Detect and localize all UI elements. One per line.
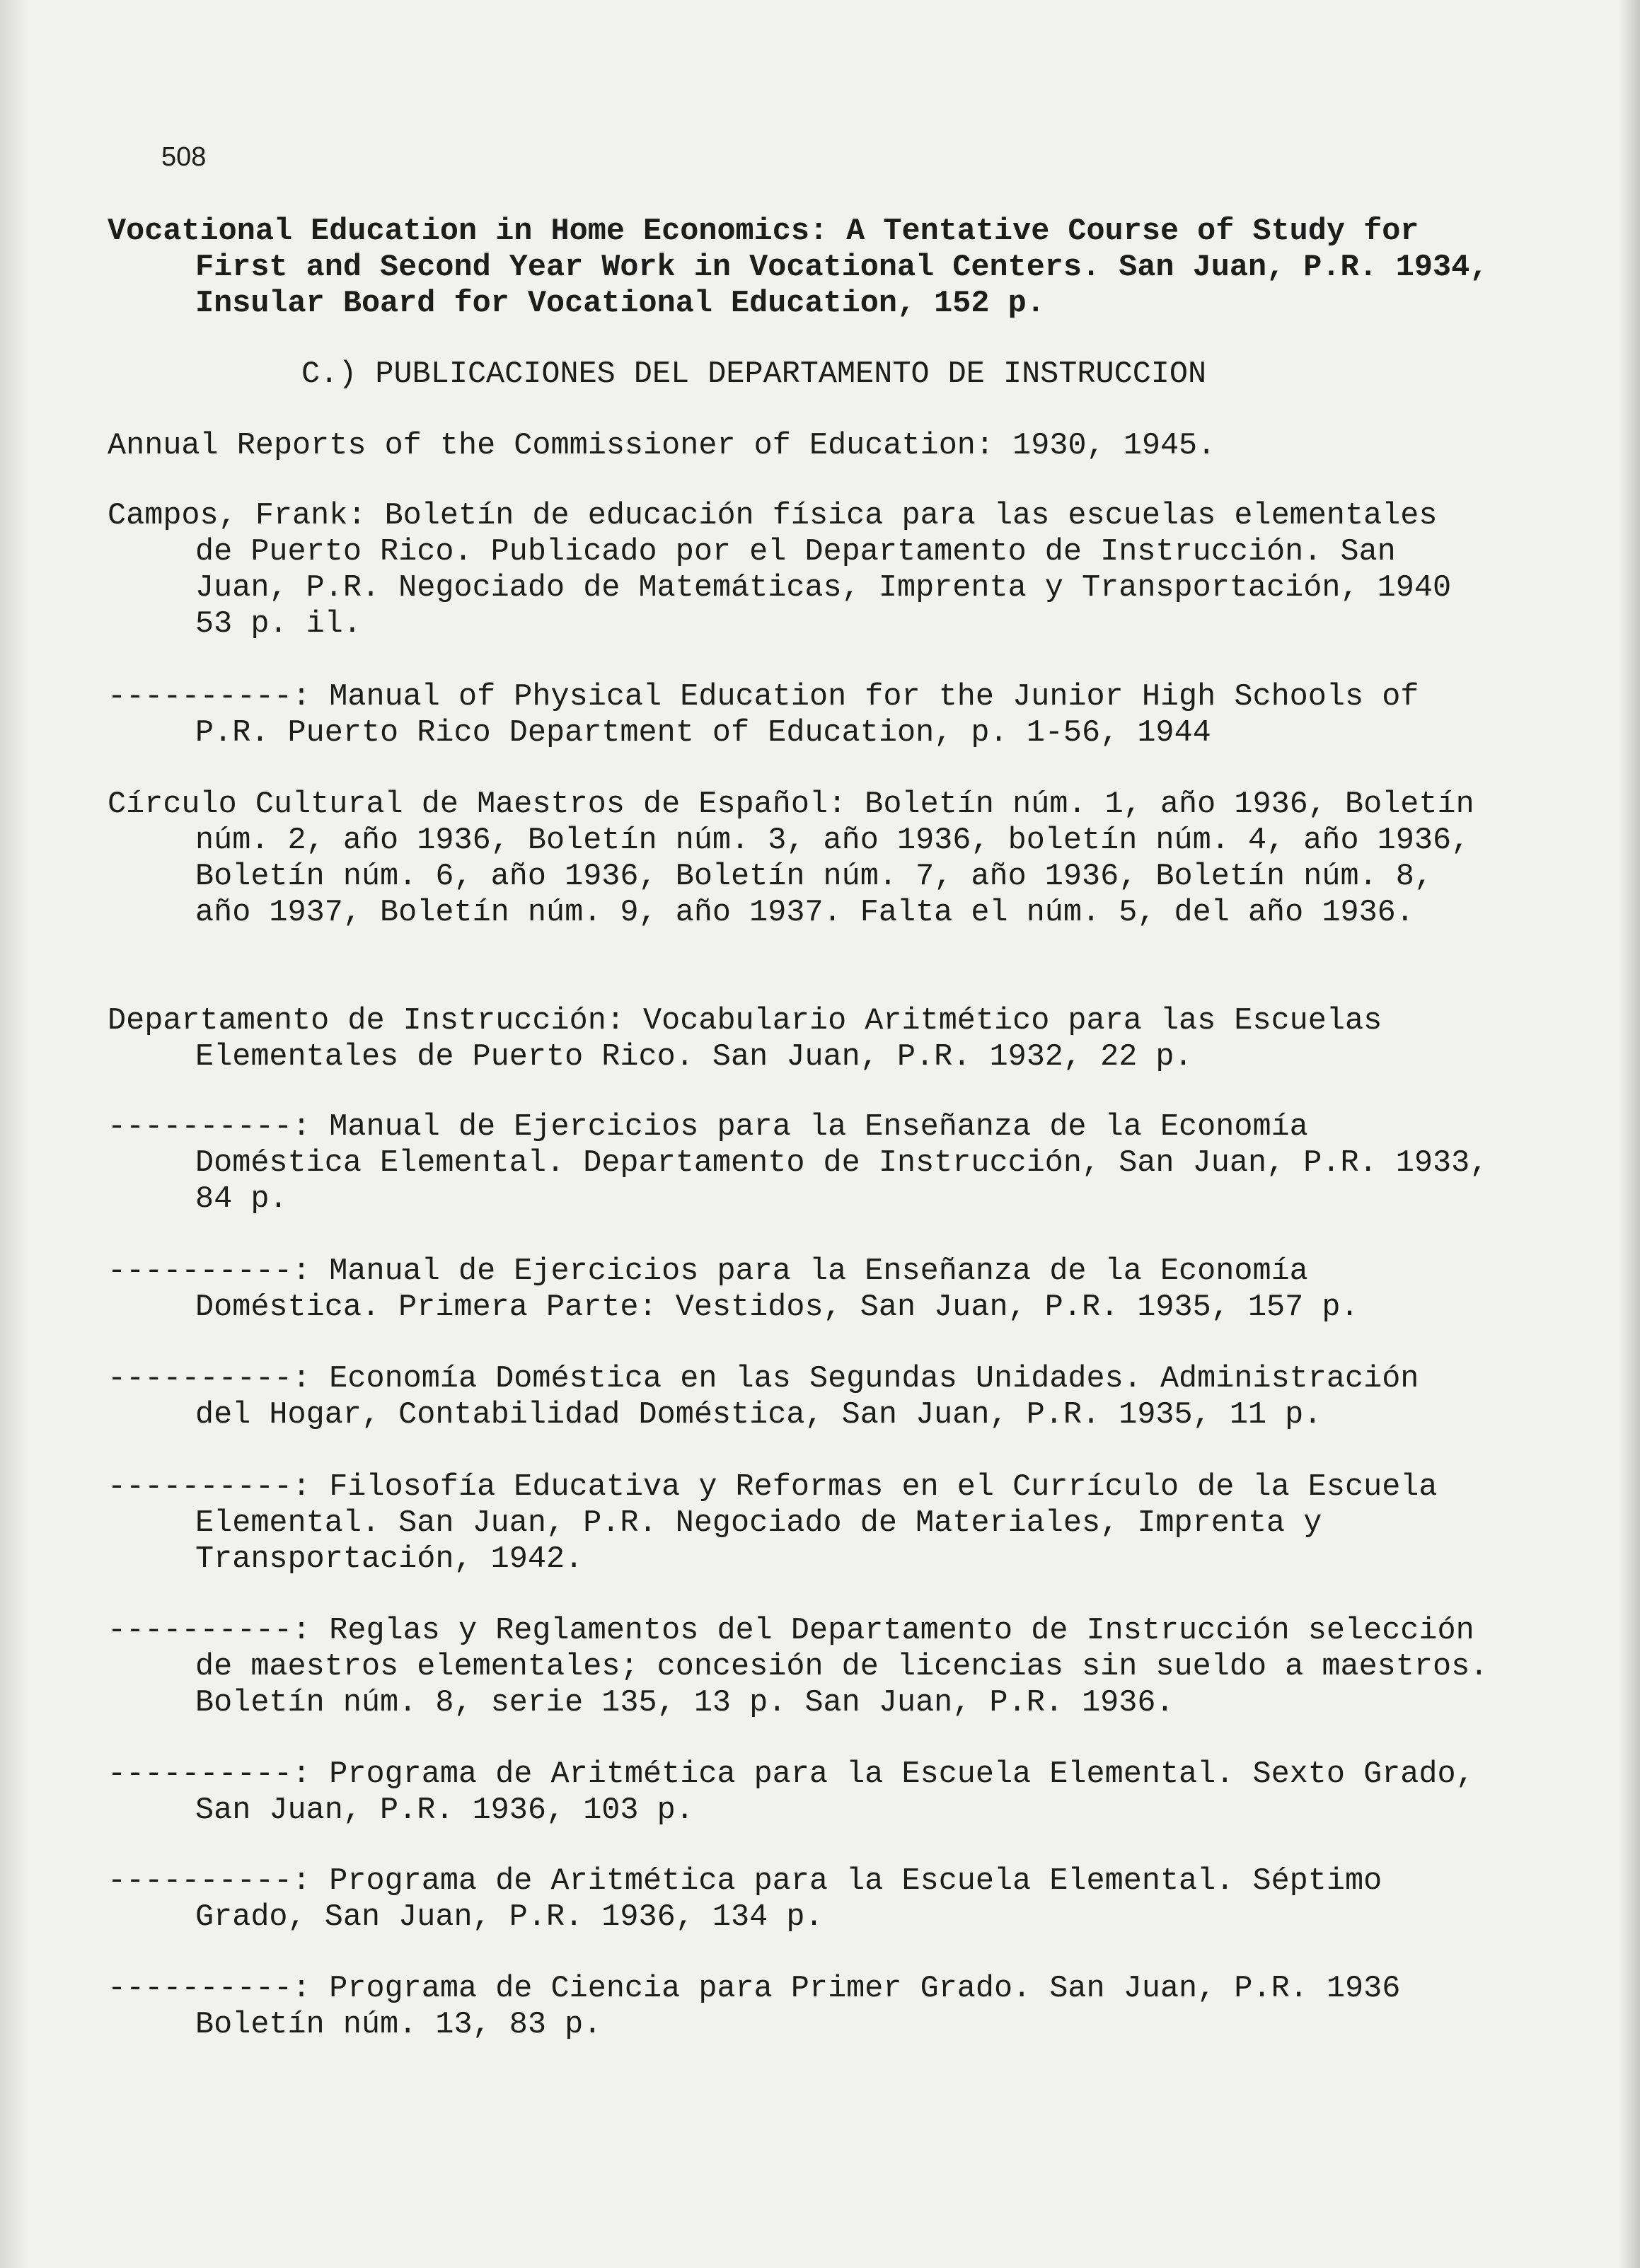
bibliography-entry: ----------: Manual of Physical Education for the Junior High Schools of P.R. Puerto Rico Department of Education, p. 1-56, 1944 [108, 680, 1438, 751]
bibliography-entry: Departamento de Instrucción: Vocabulario Aritmético para las Escuelas Elementales de Puerto Rico. San Juan, P.R. 1932, 22 p. [108, 1004, 1401, 1075]
bibliography-entry: ----------: Economía Doméstica en las Segundas Unidades. Administración del Hogar, Contabilidad Doméstica, San Juan, P.R. 1935, 11 p. [108, 1362, 1438, 1433]
bibliography-entry: Círculo Cultural de Maestros de Español: Boletín núm. 1, año 1936, Boletín núm. 2, año 1936, Boletín núm. 3, año 1936, boletín núm. 4, año 1936, Boletín núm. 6, año 1936, Boletín núm. 7, año 1936, Boletín núm. 8, año 1937, Boletín núm. 9, año 1937. Falta el núm. 5, del año 1936. [108, 787, 1493, 930]
page-edge-shadow-left [0, 0, 28, 2268]
page-edge-shadow-right [1619, 0, 1640, 2268]
bibliography-entry: ----------: Manual de Ejercicios para la Enseñanza de la Economía Doméstica. Primera Parte: Vestidos, San Juan, P.R. 1935, 157 p. [108, 1254, 1359, 1325]
page-number: 508 [161, 142, 207, 172]
bibliography-entry: ----------: Programa de Aritmética para la Escuela Elemental. Séptimo Grado, San Juan, P.R. 1936, 134 p. [108, 1864, 1401, 1935]
bibliography-entry: ----------: Manual de Ejercicios para la Enseñanza de la Economía Doméstica Elemental. Departamento de Instrucción, San Juan, P.R. 1933, 84 p. [108, 1110, 1507, 1217]
bibliography-entry: Campos, Frank: Boletín de educación física para las escuelas elementales de Puerto Rico. Publicado por el Departamento de Instrucción. San Juan, P.R. Negociado de Matemáticas, Imprenta y Transportación, 1940 53 p. il. [108, 499, 1470, 642]
bibliography-entry: Vocational Education in Home Economics: A Tentative Course of Study for First and Second Year Work in Vocational Centers. San Juan, P.R. 1934, Insular Board for Vocational Education, 152 p. [108, 214, 1507, 321]
bibliography-entry: Annual Reports of the Commissioner of Education: 1930, 1945. [108, 429, 1216, 463]
section-heading: C.) PUBLICACIONES DEL DEPARTAMENTO DE INSTRUCCION [301, 357, 1207, 392]
bibliography-entry: ----------: Programa de Ciencia para Primer Grado. San Juan, P.R. 1936 Boletín núm. 13, 83 p. [108, 1972, 1419, 2042]
bibliography-entry: ----------: Reglas y Reglamentos del Departamento de Instrucción selección de maestros elementales; concesión de licencias sin sueldo a maestros. Boletín núm. 8, serie 135, 13 p. San Juan, P.R. 1936. [108, 1614, 1507, 1720]
bibliography-entry: ----------: Programa de Aritmética para la Escuela Elemental. Sexto Grado, San Juan, P.R. 1936, 103 p. [108, 1757, 1493, 1828]
bibliography-entry: ----------: Filosofía Educativa y Reformas en el Currículo de la Escuela Elemental. San Juan, P.R. Negociado de Materiales, Imprenta y Transportación, 1942. [108, 1470, 1456, 1577]
